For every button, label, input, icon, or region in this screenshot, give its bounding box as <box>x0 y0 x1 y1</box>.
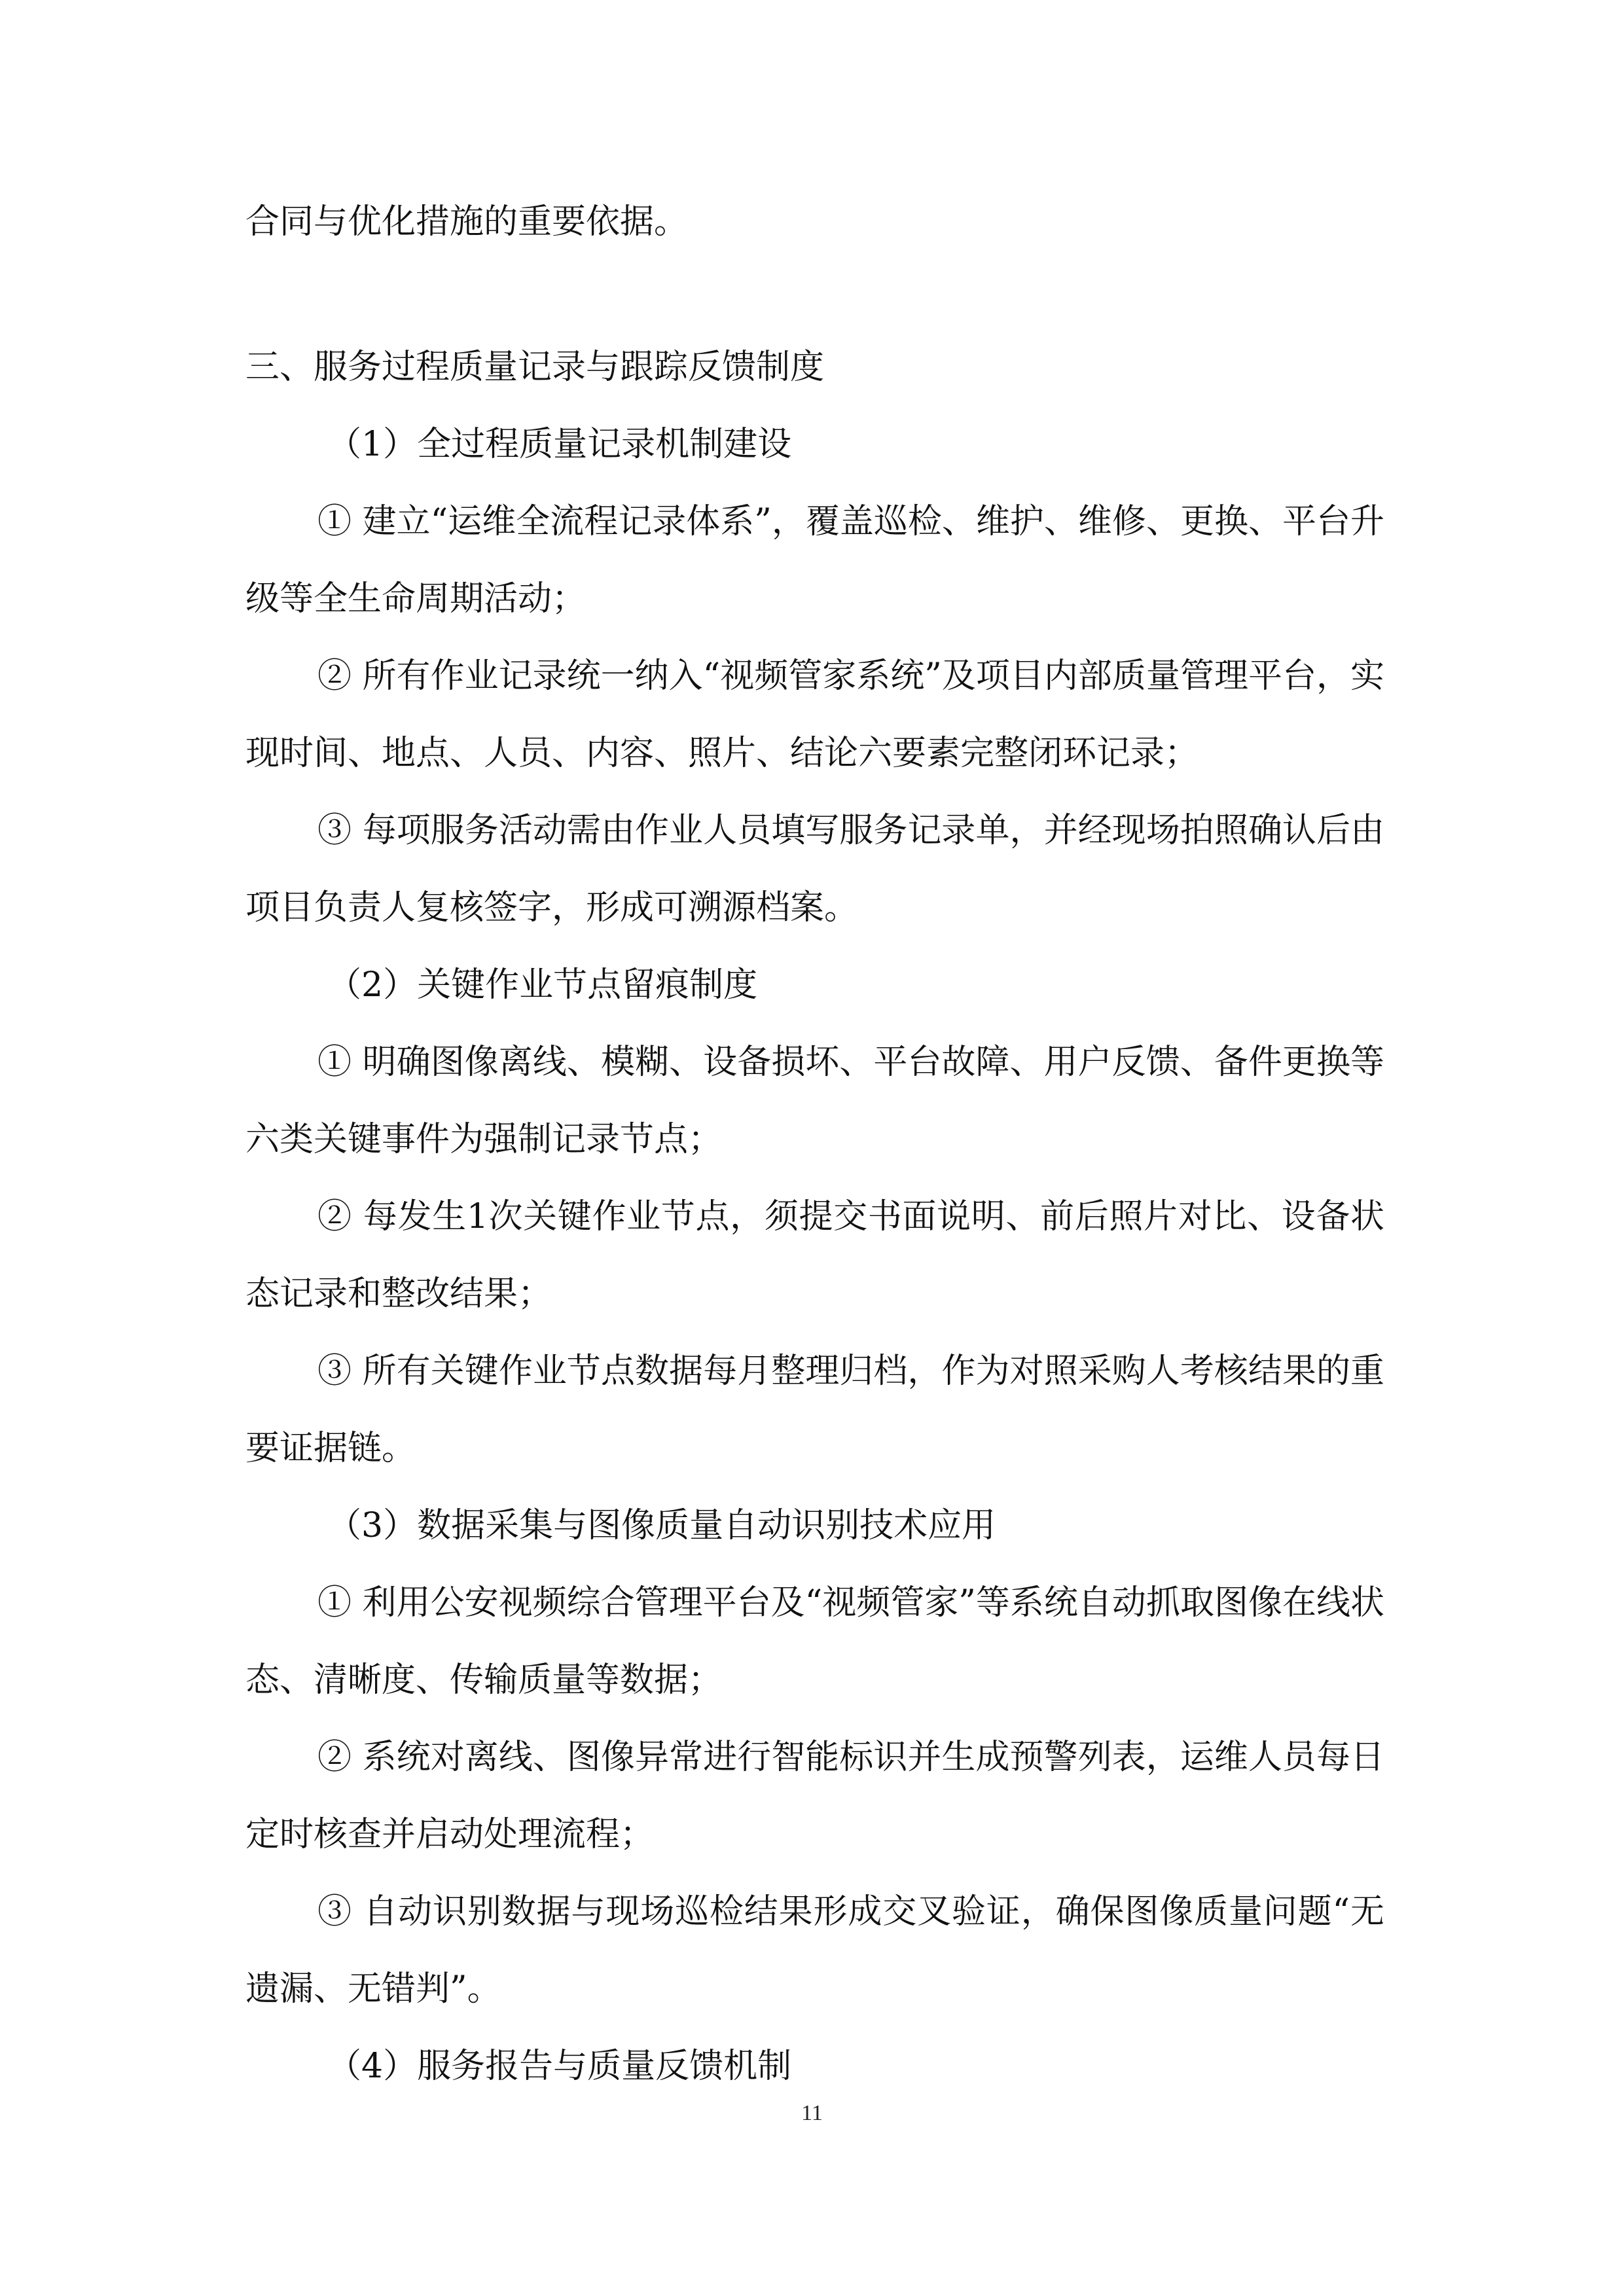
list-item: ③ 每项服务活动需由作业人员填写服务记录单，并经现场拍照确认后由项目负责人复核签字，形成可溯源档案。 <box>245 811 1384 927</box>
continuation-paragraph: 合同与优化措施的重要依据。 <box>245 202 689 242</box>
document-body <box>245 183 1384 2105</box>
list-item: ③ 所有关键作业节点数据每月整理归档，作为对照采购人考核结果的重要证据链。 <box>245 1352 1384 1468</box>
list-item: ① 利用公安视频综合管理平台及“视频管家”等系统自动抓取图像在线状态、清晰度、传输质量等数据； <box>245 1583 1384 1700</box>
subsection-heading-3: （3）数据采集与图像质量自动识别技术应用 <box>327 1506 996 1545</box>
page-number: 11 <box>801 2101 823 2125</box>
list-item: ① 明确图像离线、模糊、设备损坏、平台故障、用户反馈、备件更换等六类关键事件为强制记录节点； <box>245 1043 1384 1159</box>
paragraph-spacer <box>245 260 1384 329</box>
list-item: ① 建立“运维全流程记录体系”，覆盖巡检、维护、维修、更换、平台升级等全生命周期活动； <box>245 502 1384 619</box>
list-item: ② 每发生1次关键作业节点，须提交书面说明、前后照片对比、设备状态记录和整改结果； <box>245 1197 1384 1314</box>
section-title: 三、服务过程质量记录与跟踪反馈制度 <box>245 348 825 387</box>
subsection-heading-2: （2）关键作业节点留痕制度 <box>327 965 758 1005</box>
subsection-heading-1: （1）全过程质量记录机制建设 <box>327 425 792 464</box>
list-item: ② 系统对离线、图像异常进行智能标识并生成预警列表，运维人员每日定时核查并启动处理流程； <box>245 1738 1384 1854</box>
list-item: ③ 自动识别数据与现场巡检结果形成交叉验证，确保图像质量问题“无遗漏、无错判”。 <box>245 1892 1384 2009</box>
list-item: ② 所有作业记录统一纳入“视频管家系统”及项目内部质量管理平台，实现时间、地点、人员、内容、照片、结论六要素完整闭环记录； <box>245 656 1384 773</box>
subsection-heading-4: （4）服务报告与质量反馈机制 <box>327 2047 792 2086</box>
